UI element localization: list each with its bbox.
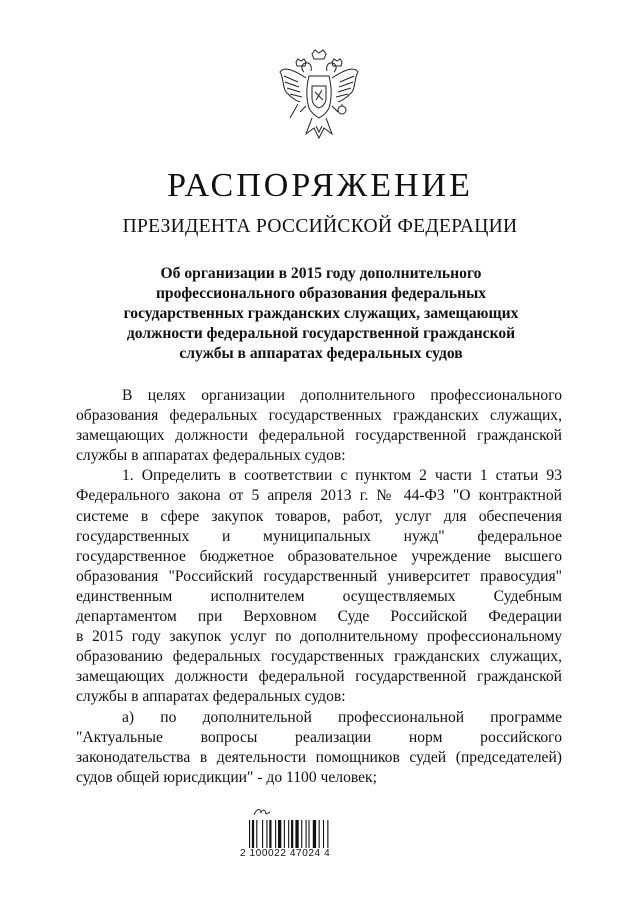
body-line: замещающих должности федеральной государственной гражданской [76,427,562,445]
body-line: В целях организации дополнительного профессионального [122,387,562,404]
body-line: судов общей юрисдикции" - до 1100 человек; [76,768,377,786]
body-line: "Актуальные вопросы реализации норм российского [76,728,562,746]
body-line: системе в сфере закупок товаров, работ, услуг для обеспечения [76,507,562,525]
body-line: Федерального закона от 5 апреля 2013 г. № 44-ФЗ "О контрактной [76,487,562,505]
body-line: службы в аппаратах федеральных судов: [76,447,346,465]
barcode-icon [247,820,357,848]
body-line: законодательства в деятельности помощников судей (председателей) [76,748,562,766]
body-line: государственное бюджетное образовательное учреждение высшего [76,547,562,565]
document-title: РАСПОРЯЖЕНИЕ [167,167,473,204]
body-line: образования федеральных государственных гражданских служащих, [76,407,562,425]
body-line: образованию федеральных государственных гражданских служащих, [76,648,562,666]
body-line: службы в аппаратах федеральных судов: [76,688,346,706]
heading-line: профессионального образования федеральных [155,285,487,302]
coat-of-arms-icon [276,48,362,144]
document-heading [96,264,546,364]
body-line: образования "Российский государственный университет правосудия" [76,567,562,585]
body-line: департаментом при Верховном Суде Российской Федерации [76,608,562,626]
document-body [76,386,562,788]
body-line: государственных и муниципальных нужд" федеральное [76,527,562,545]
body-line: в 2015 году закупок услуг по дополнительному профессиональному [76,628,562,646]
heading-line: Об организации в 2015 году дополнительного [160,265,482,282]
barcode-number: 2 100022 47024 4 [240,848,331,859]
body-line: а) по дополнительной профессиональной программе [122,708,562,726]
body-line: 1. Определить в соответствии с пунктом 2 части 1 статьи 93 [122,467,562,485]
body-line: замещающих должности федеральной государственной гражданской [76,668,562,686]
body-line: единственным исполнителем осуществляемых Судебным [76,587,562,605]
heading-line: службы в аппаратах федеральных судов [179,345,463,362]
heading-line: государственных гражданских служащих, замещающих [123,305,519,322]
heading-line: должности федеральной государственной гражданской [126,325,516,342]
document-subtitle: ПРЕЗИДЕНТА РОССИЙСКОЙ ФЕДЕРАЦИИ [122,216,518,237]
signature-mark-icon [252,805,272,817]
